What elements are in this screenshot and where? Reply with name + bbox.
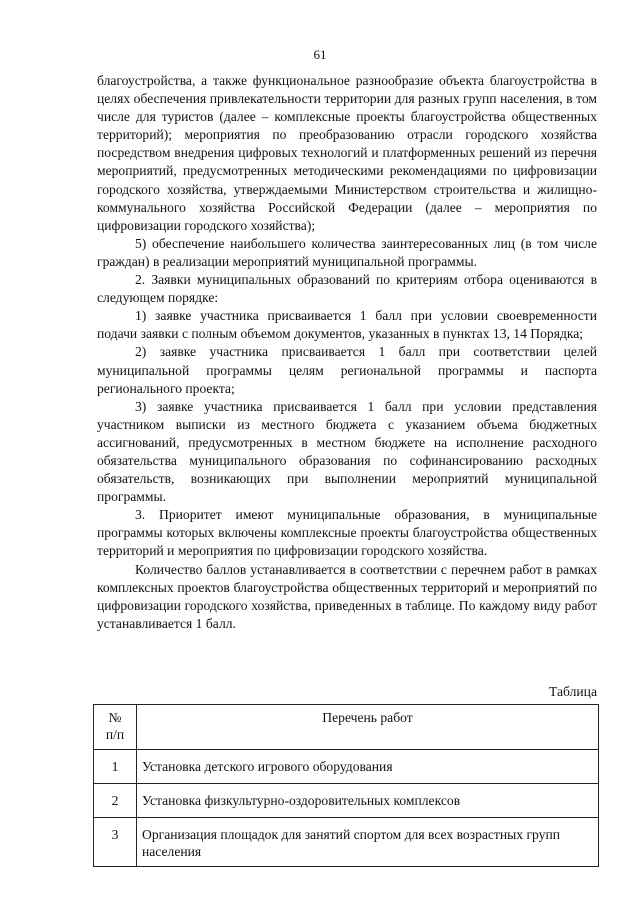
- header-num: [94, 705, 137, 750]
- row-name: Установка детского игрового оборудования: [137, 750, 599, 784]
- row-num: 1: [94, 750, 137, 784]
- row-name: Установка физкультурно-оздоровительных комплексов: [137, 784, 599, 818]
- table-row: [94, 784, 599, 818]
- table-caption: Таблица: [549, 684, 597, 699]
- header-num-line2: п/п: [105, 727, 125, 742]
- header-num-line1: №: [108, 710, 122, 725]
- header-name: Перечень работ: [137, 705, 599, 750]
- paragraph-points: Количество баллов устанавливается в соответствии с перечнем работ в рамках комплексных проектов благоустройства общественных территорий и мероприятий по цифровизации городского хозяйства, приведенных в таблице. По каждому виду работ устанавливается 1 балл.: [97, 561, 597, 631]
- row-num: 2: [94, 784, 137, 818]
- works-table: [93, 704, 599, 867]
- paragraph-section-3: 3. Приоритет имеют муниципальные образования, в муниципальные программы которых включены комплексные проекты благоустройства общественных территорий и мероприятия по цифровизации городского хозяйства.: [97, 507, 597, 559]
- table-header-row: [94, 705, 599, 750]
- paragraph-item-5: 5) обеспечение наибольшего количества заинтересованных лиц (в том числе граждан) в реализации мероприятий муниципальной программы.: [97, 235, 597, 269]
- row-num: 3: [94, 818, 137, 867]
- paragraph-continuation: благоустройства, а также функциональное разнообразие объекта благоустройства в целях обеспечения привлекательности территории для разных групп населения, в том числе для туристов (далее – комплексные проекты благоустройства общественных территорий); мероприятия по преобразованию отрасли городского хозяйства посредством внедрения цифровых технологий и платформенных решений из перечня мероприятий, предусмотренных методическими рекомендациями по цифровизации городского хозяйства, утверждаемыми Министерством строительства и жилищно-коммунального хозяйства Российской Федерации (далее – мероприятия по цифровизации городского хозяйства);: [97, 73, 597, 233]
- paragraph-criterion-3: 3) заявке участника присваивается 1 балл при условии представления участником выписки из местного бюджета с указанием объема бюджетных ассигнований, предусмотренных в местном бюджете на исполнение расходного обязательства муниципального образования по софинансированию расходных обязательств, возникающих при выполнении мероприятий муниципальной программы.: [97, 398, 597, 505]
- body-text: [97, 72, 597, 633]
- table-row: [94, 818, 599, 867]
- paragraph-section-2: 2. Заявки муниципальных образований по критериям отбора оцениваются в следующем порядке:: [97, 272, 597, 306]
- page-number: 61: [313, 47, 327, 62]
- row-name: Организация площадок для занятий спортом для всех возрастных групп населения: [137, 818, 599, 867]
- paragraph-criterion-1: 1) заявке участника присваивается 1 балл при условии своевременности подачи заявки с полным объемом документов, указанных в пунктах 13, 14 Порядка;: [97, 308, 597, 342]
- table-row: [94, 750, 599, 784]
- paragraph-criterion-2: 2) заявке участника присваивается 1 балл при соответствии целей муниципальной программы целям региональной программы и паспорта регионального проекта;: [97, 344, 597, 396]
